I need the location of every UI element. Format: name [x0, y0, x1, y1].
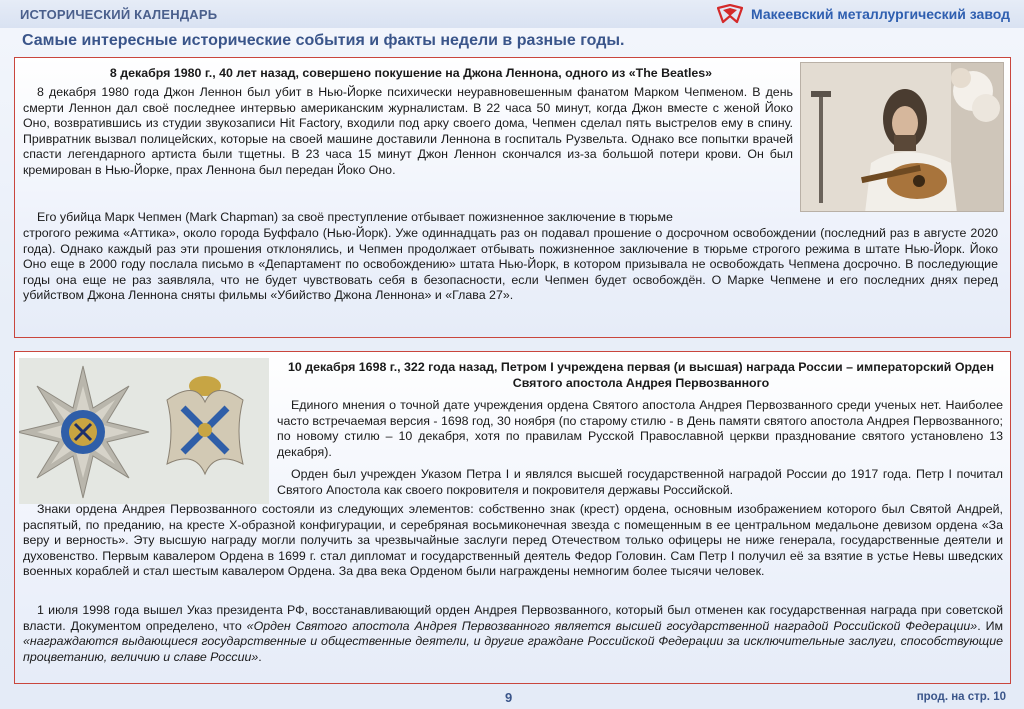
article-paragraph: Его убийца Марк Чепмен (Mark Chapman) за своё преступление отбывает пожизненное заключение в тюрьме [37, 210, 673, 224]
article-title: 10 декабря 1698 г., 322 года назад, Петром I учреждена первая (и высшая) награда России – императорский Орден Святого апостола Андрея Первозванного [287, 360, 995, 390]
brand-name: Макеевский металлургический завод [750, 6, 1010, 22]
article-paragraph: строгого режима «Аттика», около города Буффало (Нью-Йорк). Уже одиннадцать раз он подавал прошение о досрочном освобождении (последний раз в августе 2020 года). Однако каждый раз эти прошения отклонялись, и Чепмен продолжает отбывать пожизненное заключение в тюрьме строгого режима в штате Нью-Йорк. Йоко Оно еще в 2000 году послала письмо в «Департамент по освобождению» штата Нью-Йорк, в котором призывала не освобождать Чепмена досрочно. В последующие годы она еще не раз заявляла, что не будет чувствовать себя в безопасности, если Чепмен будет освобождён. О Марке Чепмене и его последних днях перед убийством Джона Леннона сняты фильмы «Убийство Джона Леннона» и «Глава 27». [23, 226, 998, 303]
article-paragraph-decree [23, 603, 1003, 665]
article-paragraph: Единого мнения о точной дате учреждения ордена Святого апостола Андрея Первозванного среди ученых нет. Наиболее часто встречаемая версия - 1698 год, 30 ноября (по старому стилю - в День памяти святого апостола Андрея Первозванного; по новому стилю – 10 декабря, хотя по правилам Русской Православной церкви празднование святого установлено 13 декабря). [277, 398, 1003, 459]
article-title: 8 декабря 1980 г., 40 лет назад, совершено покушение на Джона Леннона, одного из «The Beatles» [109, 66, 713, 80]
page-number: 9 [505, 690, 513, 705]
decree-text: 1 июля 1998 года вышел Указ президента РФ, восстанавливающий орден Андрея Первозванного, который был отменен как государственная награда при советской власти. Документом определено, что [23, 603, 1003, 633]
decree-text: . Им [977, 618, 1003, 633]
decree-quote: «Орден Святого апостола Андрея Первозванного является высшей государственной наградой Российской Федерации» [246, 618, 978, 633]
article-lennon [14, 57, 1011, 338]
article-order [14, 351, 1011, 684]
decree-text: . [258, 649, 262, 664]
brand [717, 4, 1010, 24]
article-paragraph: Орден был учрежден Указом Петра I и являлся высшей государственной наградой России до 1917 года. Петр I почитал Святого Апостола как своего покровителя и покровителя державы Российской. [277, 467, 1003, 497]
john-lennon-guitar-photo-icon [800, 62, 1004, 212]
page-subtitle: Самые интересные исторические события и факты недели в разные годы. [22, 32, 625, 49]
article-paragraph: Знаки ордена Андрея Первозванного состояли из следующих элементов: собственно знак (крест) ордена, основным изображением которого был Святой Андрей, распятый, по преданию, на кресте Х-образной конфигурации, и серебряная восьмиконечная звезда с помещенным в ее центральном медальоне девизом ордена «За веру и верность». Эту высшую награду могли получить за чрезвычайные заслуги перед Отечеством только офицеры не ниже генерала, государственные деятели и духовенство. Первым кавалером Ордена в 1699 г. стал дипломат и государственный деятель Федор Головин. Сам Петр I получил её за взятие в устье Невы шведских военных кораблей и стал шестым кавалером Ордена. За два века Орденом были награждены немногим более тысячи человек. [23, 502, 1003, 579]
red-mmz-star-logo-icon [717, 4, 743, 24]
article-paragraph: 8 декабря 1980 года Джон Леннон был убит в Нью-Йорке психически неуравновешенным фанатом Марком Чепменом. В день смерти Леннон дал своё последнее интервью американским журналистам. В 22 часа 50 минут, когда Джон вместе с женой Йоко Оно, возвратившись из студии звукозаписи Hit Factory, входили под арку своего дома, Чепмен сделал пять выстрелов ему в спину. Привратник вызвал полицейских, которые на своей машине доставили Леннона в госпиталь Рузвельта. Однако все попытки врачей спасти легендарного артиста были тщетны. В 23 часа 15 минут Джон Леннон скончался из-за большой потери крови. Он был кремирован в Нью-Йорке, прах Леннона был передан Йоко Оно. [23, 85, 793, 177]
section-label: ИСТОРИЧЕСКИЙ КАЛЕНДАРЬ [20, 7, 218, 22]
decree-quote: «награждаются выдающиеся государственные и общественные деятели, и другие граждане Российской Федерации за исключительные заслуги, способствующие процветанию, величию и славе России» [23, 634, 1003, 664]
order-star-and-badge-photo-icon [19, 358, 269, 504]
continued-link[interactable]: прод. на стр. 10 [916, 691, 1006, 703]
